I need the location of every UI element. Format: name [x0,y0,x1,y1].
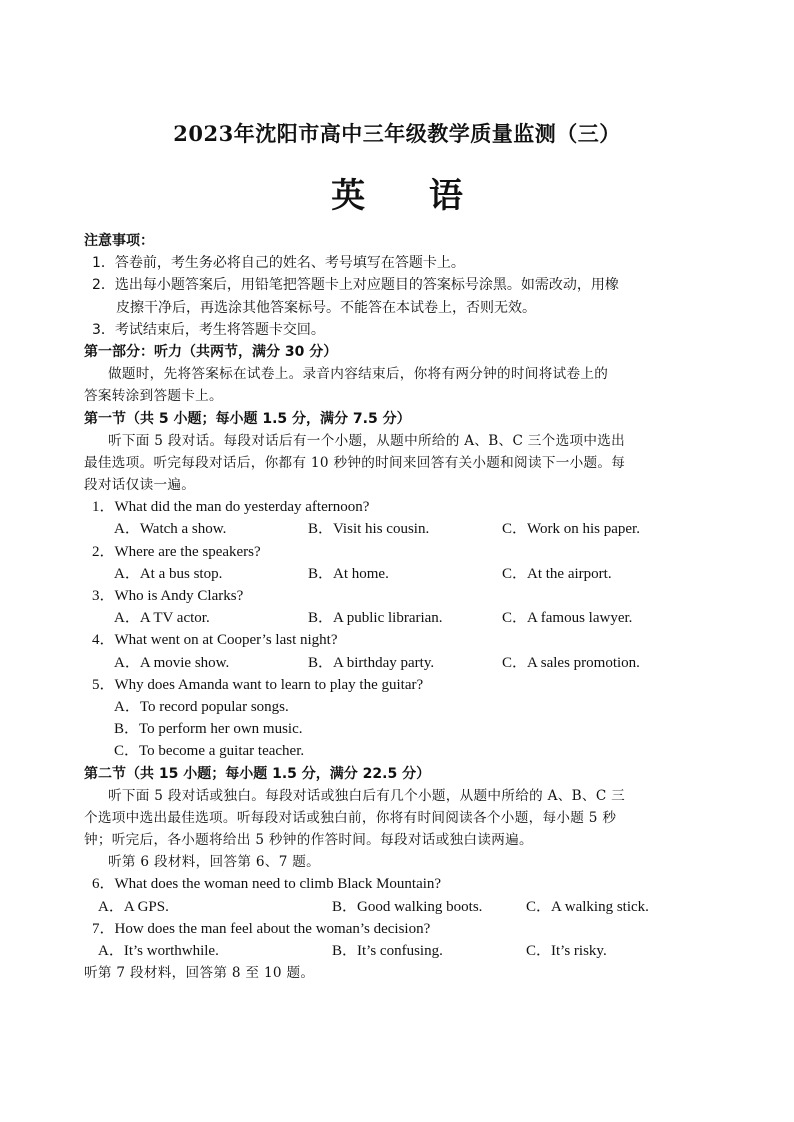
exam-title: 2023年沈阳市高中三年级教学质量监测（三） [173,121,621,146]
option-b: B．Visit his cousin. [308,521,430,538]
option-a: A．A GPS. [98,898,169,915]
part1-desc: 做题时，先将答案标在试卷上。录音内容结束后，你将有两分钟的时间将试卷上的 [108,366,609,383]
section1-desc: 听下面 5 段对话。每段对话后有一个小题，从题中所给的 A、B、C 三个选项中选出 [108,432,626,449]
question-3: 3．Who is Andy Clarks? [92,588,244,604]
question-4: 4．What went on at Cooper’s last night? [92,632,338,649]
notice-heading: 注意事项： [84,233,154,249]
option-c: C．To become a guitar teacher. [114,743,305,760]
question-7: 7．How does the man feel about the woman’s decision? [92,920,431,937]
question-3-options [84,607,724,629]
material-6-instruction: 听第 6 段材料，回答第 6、7 题。 [108,854,321,871]
notice-item: 3．考试结束后，考生将答题卡交回。 [92,321,325,338]
option-a: A．It’s worthwhile. [98,943,219,959]
option-b: B．Good walking boots. [332,898,483,915]
section2-desc: 钟；听完后，各小题将给出 5 秒钟的作答时间。每段对话或独白读两遍。 [84,832,533,849]
notice-item-continued: 皮擦干净后，再选涂其他答案标号。不能答在本试卷上，否则无效。 [116,299,536,316]
option-a: A．To record popular songs. [114,698,289,715]
question-7-options [84,940,724,962]
option-c: C．A sales promotion. [502,654,640,671]
section2-desc: 个选项中选出最佳选项。听每段对话或独白前，你将有时间阅读各个小题，每小题 5 秒 [84,809,617,826]
section2-heading: 第二节（共 15 小题；每小题 1.5 分，满分 22.5 分） [84,765,431,782]
option-b: B．A public librarian. [308,610,443,627]
option-c: C．At the airport. [502,565,612,582]
question-6: 6．What does the woman need to climb Black Mountain? [92,876,442,893]
option-a: A．A TV actor. [114,610,210,627]
material-7-instruction: 听第 7 段材料，回答第 8 至 10 题。 [84,965,315,982]
question-2: 2．Where are the speakers? [92,543,261,560]
option-a: A．Watch a show. [114,521,227,538]
option-c: C．It’s risky. [526,943,607,959]
notice-item: 1．答卷前，考生务必将自己的姓名、考号填写在答题卡上。 [92,255,465,272]
question-1: 1．What did the man do yesterday afternoon? [92,499,370,516]
option-b: B．A birthday party. [308,654,435,671]
option-c: C．A walking stick. [526,898,649,915]
section2-desc: 听下面 5 段对话或独白。每段对话或独白后有几个小题，从题中所给的 A、B、C 三 [108,787,626,804]
section1-heading: 第一节（共 5 小题；每小题 1.5 分，满分 7.5 分） [84,410,411,427]
option-b: B．At home. [308,565,389,582]
question-1-options [84,518,724,540]
subject-title: 英 语 [331,176,489,216]
part1-desc: 答案转涂到答题卡上。 [84,388,223,405]
exam-content [84,230,724,984]
question-5: 5．Why does Amanda want to learn to play the guitar? [92,676,424,693]
option-c: C．Work on his paper. [502,521,640,538]
section1-desc: 最佳选项。听完每段对话后，你都有 10 秒钟的时间来回答有关小题和阅读下一小题。每 [84,454,626,471]
option-b: B．To perform her own music. [114,721,303,738]
question-4-options [84,652,724,674]
question-6-options [84,896,724,918]
section1-desc: 段对话仅读一遍。 [84,477,196,494]
option-b: B．It’s confusing. [332,943,443,959]
option-a: A．At a bus stop. [114,565,223,582]
notice-item: 2．选出每小题答案后，用铅笔把答题卡上对应题目的答案标号涂黑。如需改动，用橡 [92,277,619,294]
option-a: A．A movie show. [114,654,230,671]
question-2-options [84,563,724,585]
option-c: C．A famous lawyer. [502,610,633,627]
part1-heading: 第一部分：听力（共两节，满分 30 分） [84,343,338,360]
